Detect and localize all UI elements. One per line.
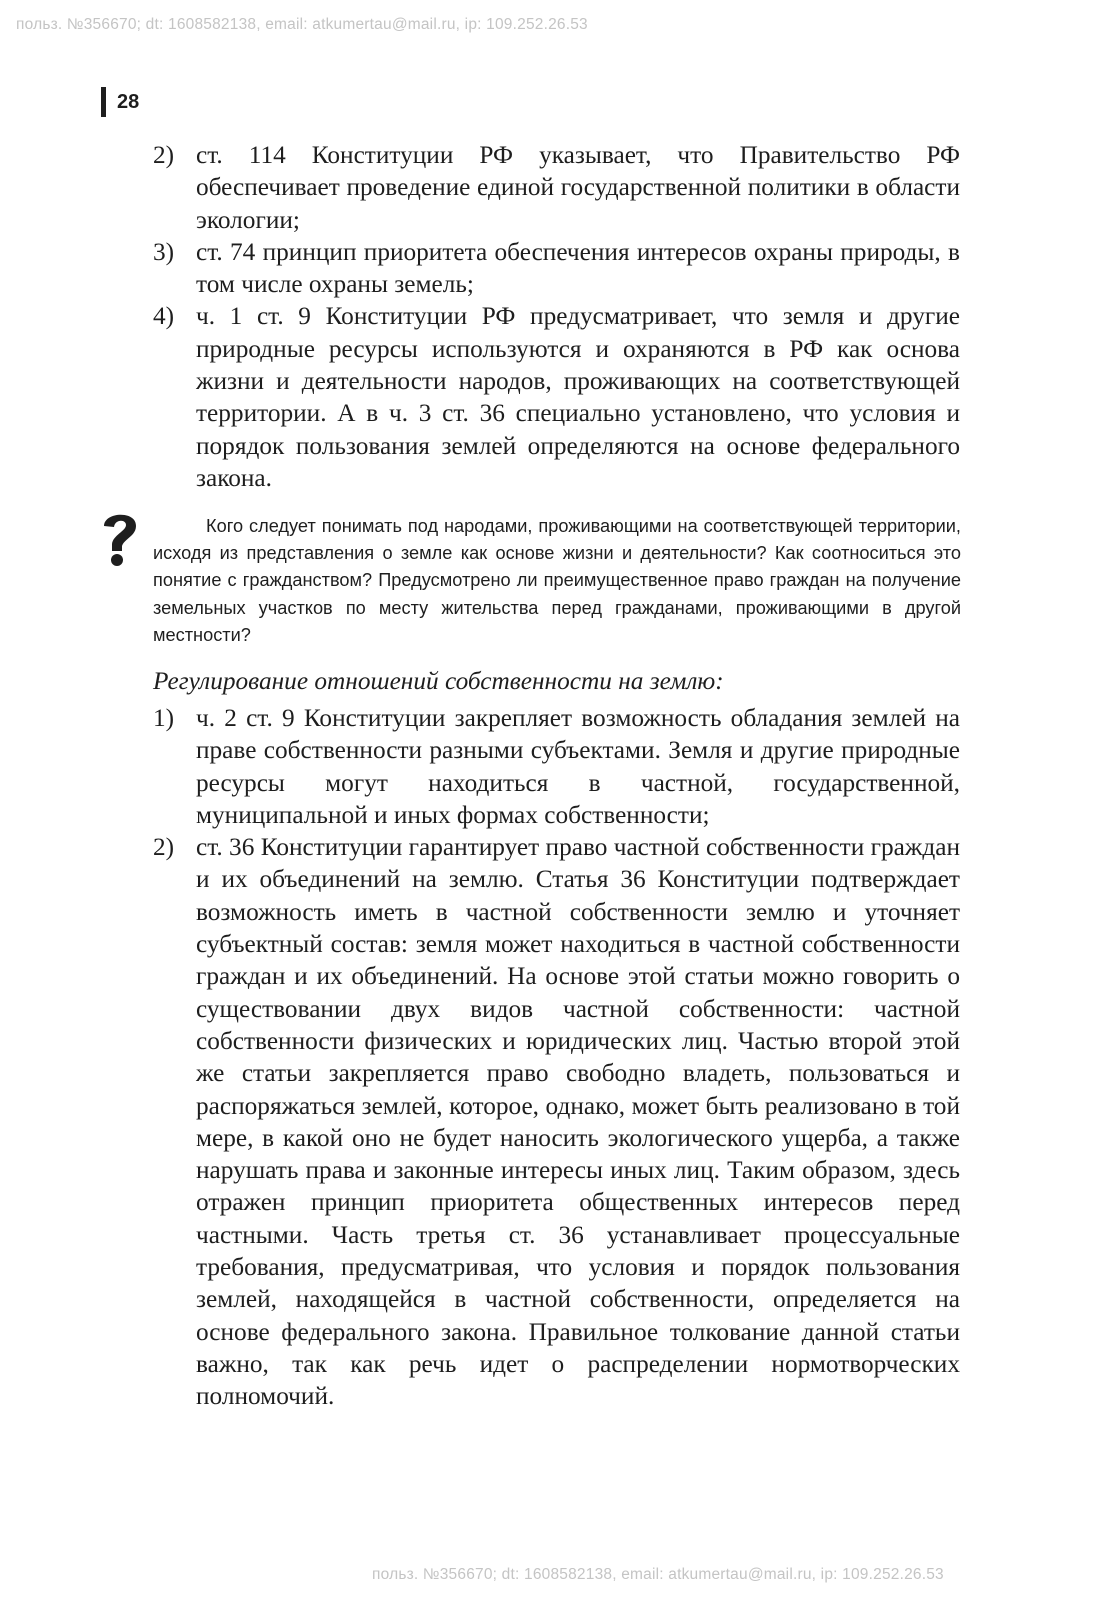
- section-subheading: Регулирование отношений собственности на землю:: [153, 667, 724, 695]
- list-item-text: ч. 1 ст. 9 Конституции РФ предусматривает, что земля и другие природные ресурсы используются и охраняются в РФ как основа жизни и деятельности народов, проживающих на соответствующей территории. А в ч. 3 ст. 36 специально установлено, что условия и порядок пользования землей определяются на основе федерального закона.: [196, 302, 960, 492]
- list-item: [153, 702, 960, 831]
- watermark-bottom: польз. №356670; dt: 1608582138, email: atkumertau@mail.ru, ip: 109.252.26.53: [372, 1566, 944, 1583]
- list-item-text: ст. 36 Конституции гарантирует право частной собственности граждан и их объединений на землю. Статья 36 Конституции подтверждает возможность иметь в частной собственности землю и уточняет субъектный состав: земля может находиться в частной собственности граждан и их объединений. На основе этой статьи можно говорить о существовании двух видов частной собственности: частной собственности физических и юридических лиц. Частью второй этой же статьи закрепляется право свободно владеть, пользоваться и распоряжаться землей, которое, однако, может быть реализовано в той мере, в какой оно не будет наносить экологического ущерба, а также нарушать права и законные интересы иных лиц. Таким образом, здесь отражен принцип приоритета общественных интересов перед частными. Часть третья ст. 36 устанавливает процессуальные требования, предусматривая, что условия и порядок пользования землей, находящейся в частной собственности, определяется на основе федерального закона. Правильное толкование данной статьи важно, так как речь идет о распределении нормотворческих полномочий.: [196, 833, 960, 1411]
- list-item-text: ст. 114 Конституции РФ указывает, что Правительство РФ обеспечивает проведение единой государственной политики в области экологии;: [196, 141, 960, 234]
- list-constitution-articles: [153, 139, 960, 494]
- watermark-top: польз. №356670; dt: 1608582138, email: atkumertau@mail.ru, ip: 109.252.26.53: [16, 16, 588, 33]
- list-item-number: 2): [153, 833, 175, 862]
- list-item: [153, 300, 960, 494]
- list-item-text: ч. 2 ст. 9 Конституции закрепляет возможность обладания землей на праве собственности разными субъектами. Земля и другие природные ресурсы могут находиться в частной, государственной, муниципальной и иных формах собственности;: [196, 704, 960, 829]
- list-item: [153, 236, 960, 301]
- list-item-number: 4): [153, 302, 175, 331]
- list-item: [153, 831, 960, 1412]
- list-land-ownership: [153, 702, 960, 1413]
- list-item-number: 3): [153, 237, 175, 266]
- question-box-text: Кого следует понимать под народами, проживающими на соответствующей территории, исходя из представления о земле как основе жизни и деятельности? Как соотноситься это понятие с гражданством? Предусмотрено ли преимущественное право граждан на получение земельных участков по месту жительства перед гражданами, проживающими в другой местности?: [153, 516, 961, 645]
- question-mark-icon: [96, 506, 144, 570]
- list-item-number: 2): [153, 141, 175, 169]
- list-item: [153, 139, 960, 236]
- list-item-text: ст. 74 принцип приоритета обеспечения интересов охраны природы, в том числе охраны земель;: [196, 237, 960, 299]
- page-number: 28: [101, 87, 139, 117]
- list-item-number: 1): [153, 704, 175, 732]
